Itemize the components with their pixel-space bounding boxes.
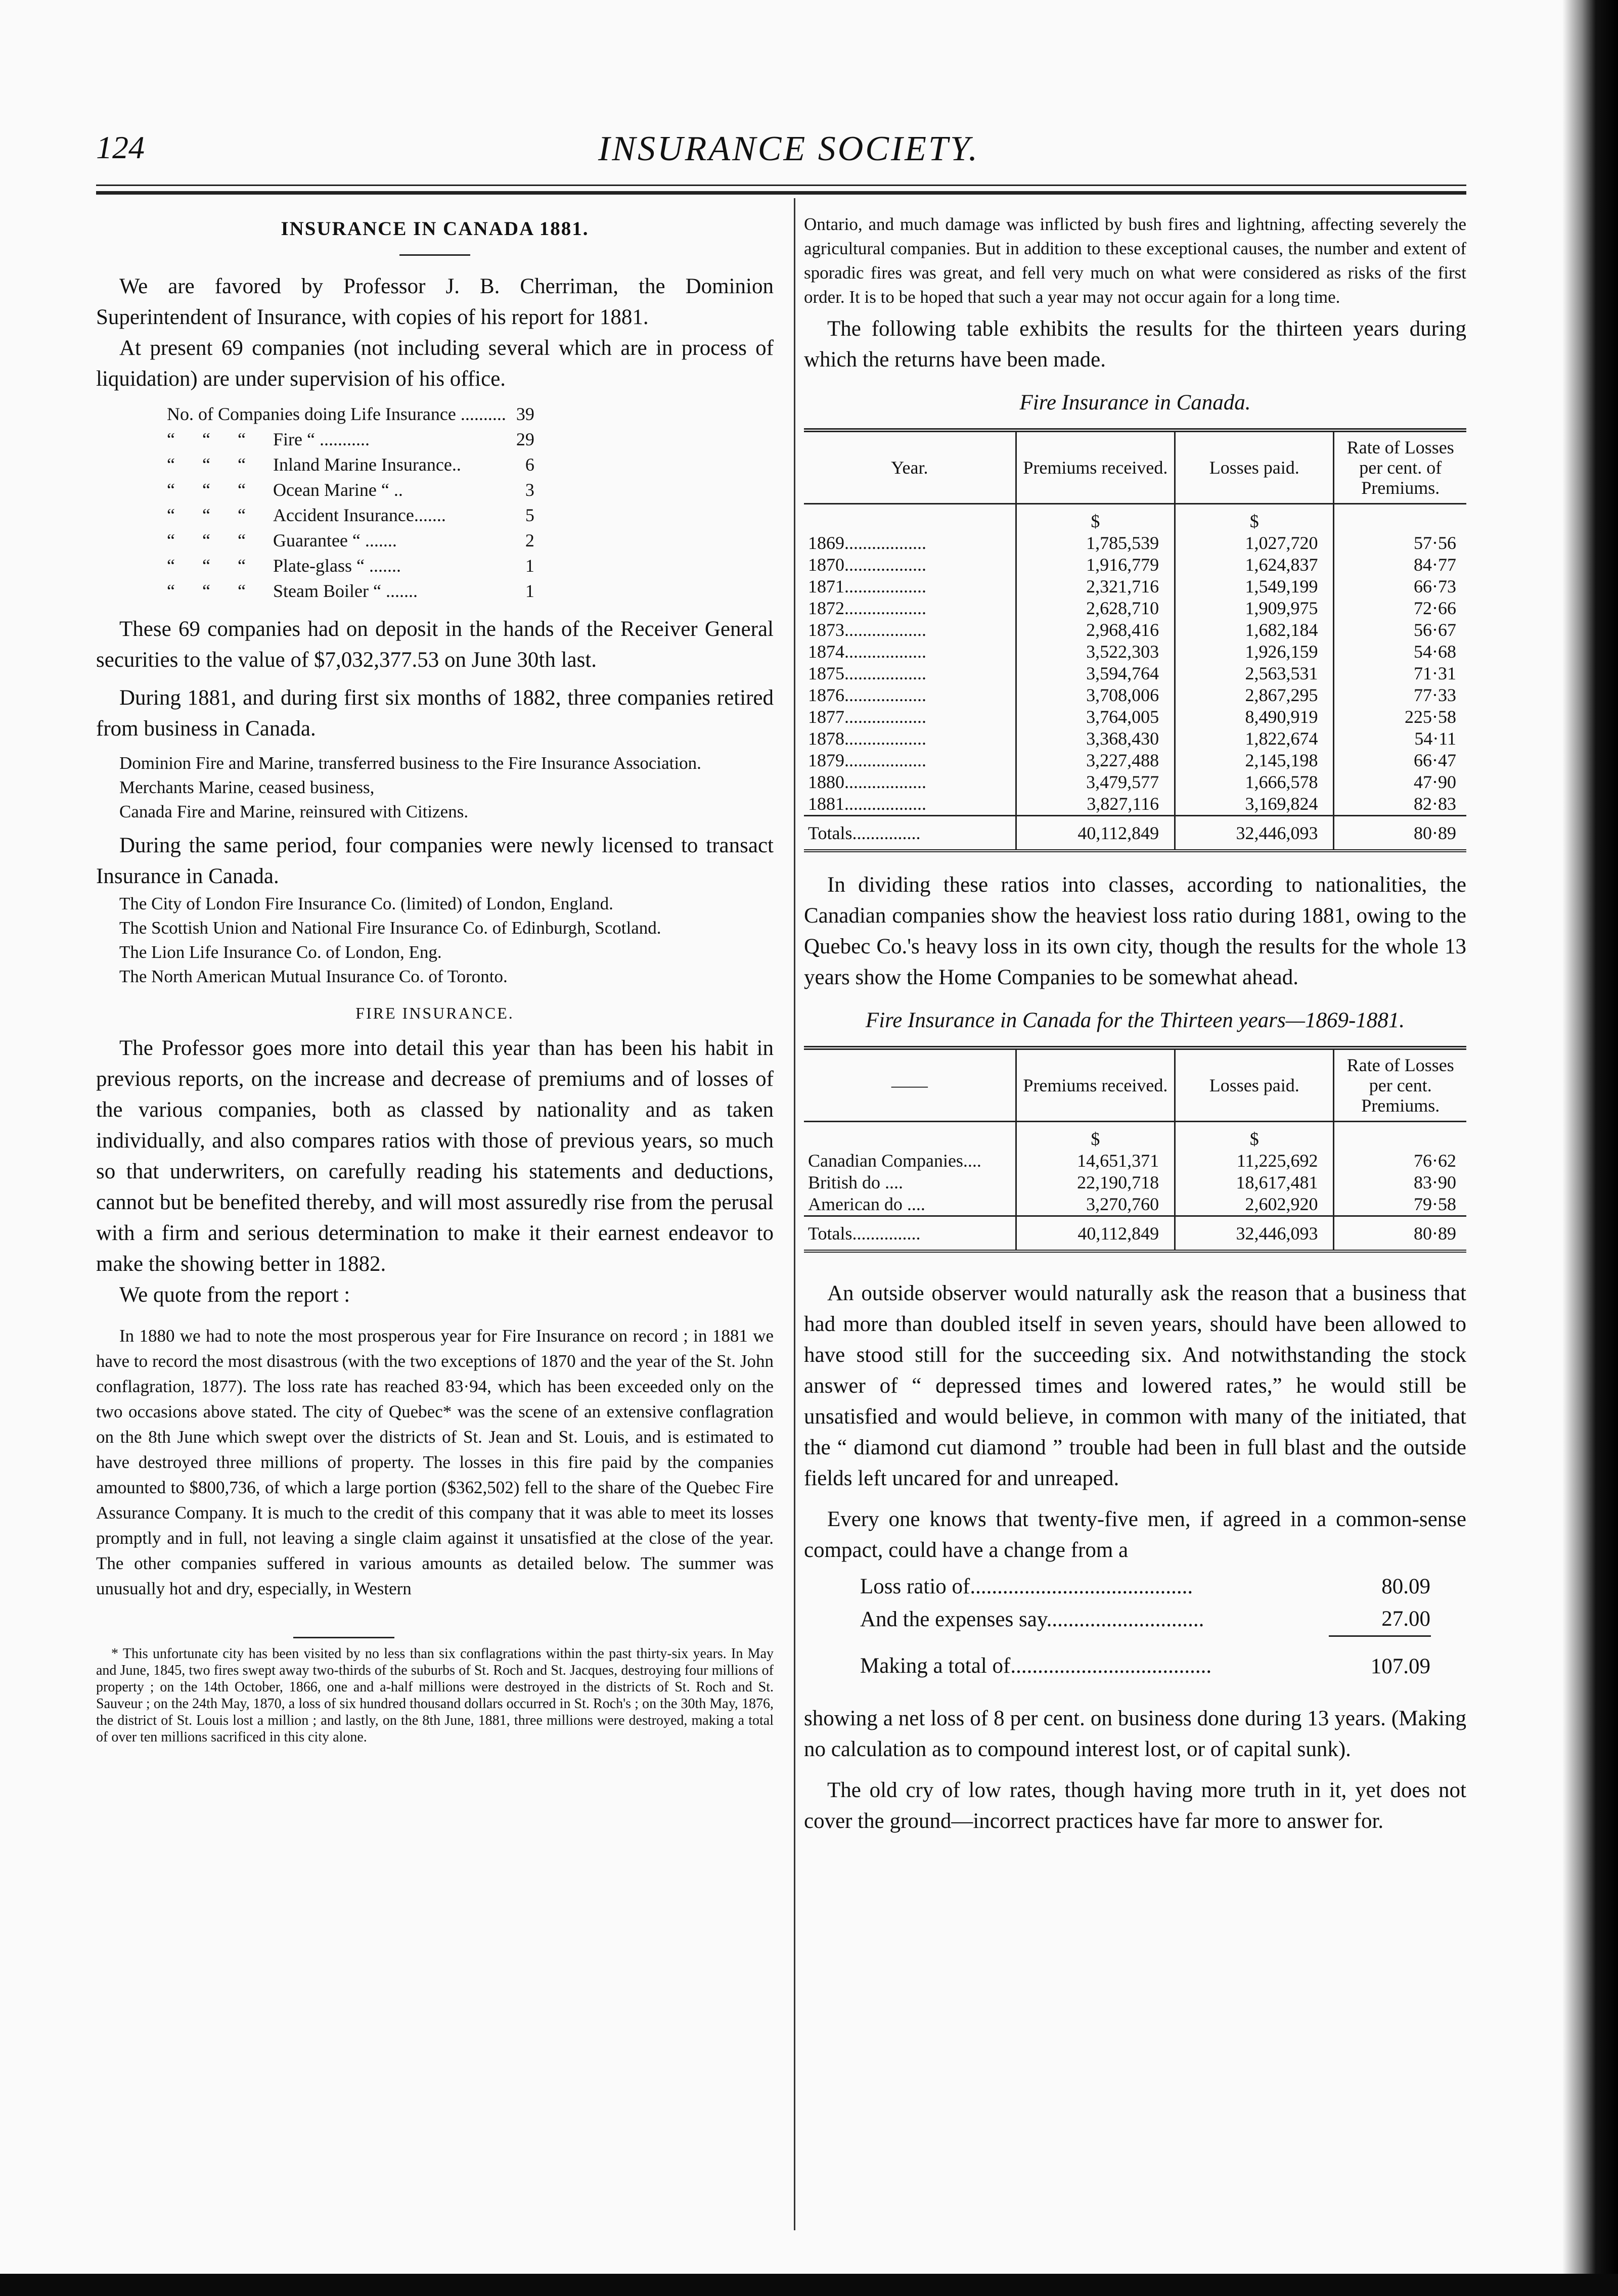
footnote: * This unfortunate city has been visited by no less than six conflagrations within the past thirty-six years. In May and June, 1845, two fires swept away two-thirds of the suburbs of St. Roch and St. Jacques, destroying four millions of property ; on the 14th October, 1866, one and a-half millions were destroyed in the districts of St. Roch and St. Sauveur ; on the 24th May, 1870, a loss of six hundred thousand dollars occurred in St. Roch's ; on the 30th May, 1876, the district of St. Louis lost a million ; and lastly, on the 8th June, 1881, three millions were destroyed, making a total of over ten millions sacrificed in this city alone. [96, 1646, 774, 1745]
paragraph: In dividing these ratios into classes, according to nationalities, the Canadian companies show the heaviest loss ratio during 1881, owing to the Quebec Co.'s heavy loss in its own city, though the results for the whole 13 years show the Home Companies to be somewhat ahead. [804, 873, 1466, 989]
right-column [804, 212, 1466, 1836]
premiums-cell: 14,651,371 [1016, 1150, 1175, 1172]
rate-cell: 76·62 [1334, 1150, 1466, 1172]
premiums-cell: 1,916,779 [1016, 554, 1175, 576]
losses-cell: 3,169,824 [1175, 793, 1334, 816]
ditto-mark: “ [238, 581, 246, 601]
year-cell: 1870.................. [808, 555, 926, 575]
dollar-sign: $ [1175, 504, 1334, 533]
ditto-mark: “ [238, 505, 246, 525]
calc-label: Making a total of..................................... [860, 1654, 1212, 1678]
list-item [167, 528, 534, 553]
table-row [804, 1193, 1466, 1216]
year-cell: 1873.................. [808, 620, 926, 640]
table-row [804, 598, 1466, 619]
company-count: 1 [525, 581, 534, 601]
calc-total-row [860, 1636, 1431, 1683]
ditto-mark: “ [202, 480, 210, 500]
premiums-cell: 2,968,416 [1016, 619, 1175, 641]
column-header: Premiums received. [1016, 1048, 1175, 1122]
ditto-mark: “ [202, 556, 210, 576]
ditto-mark: “ [238, 556, 246, 576]
table-cell [1334, 504, 1466, 533]
company-label: Inland Marine Insurance.. [273, 454, 461, 475]
company-count: 2 [525, 530, 534, 550]
table-caption: Fire Insurance in Canada for the Thirteen years—1869-1881. [865, 1008, 1405, 1032]
report-quote: In 1880 we had to note the most prosperous year for Fire Insurance on record ; in 1881 we have to record the most disastrous (with the two exceptions of 1870 and the year of the St. John conflagration, 1877). The loss rate has reached 83·94, which has been exceeded only on the two occasions above stated. The city of Quebec* was the scene of an extensive conflagration on the 8th June which swept over the districts of St. Jean and St. Louis, and is estimated to have destroyed three millions of property. The losses in this fire paid by the companies amounted to $800,736, of which a large portion ($362,502) fell to the share of the Quebec Fire Assurance Company. It is much to the credit of this company that it was able to meet its losses promptly and in full, not leaving a single claim against it unsatisfied at the close of the year. The other companies suffered in various amounts as detailed below. The summer was unusually hot and dry, especially, in Western [96, 1326, 774, 1598]
ditto-mark: “ [167, 530, 175, 550]
table-row [804, 554, 1466, 576]
company-count: 29 [516, 429, 534, 449]
year-cell: 1872.................. [808, 598, 926, 618]
premiums-cell: 1,785,539 [1016, 532, 1175, 554]
rate-cell: 57·56 [1334, 532, 1466, 554]
calc-row [860, 1571, 1431, 1603]
rate-cell: 47·90 [1334, 771, 1466, 793]
list-item [167, 452, 534, 477]
calc-value: 107.09 [1329, 1636, 1431, 1683]
losses-cell: 1,666,578 [1175, 771, 1334, 793]
loss-calculation [860, 1571, 1431, 1683]
company-count: 1 [525, 556, 534, 576]
ditto-mark: “ [202, 505, 210, 525]
scan-edge-shadow [1562, 0, 1618, 2296]
table-row [804, 663, 1466, 684]
ditto-mark: “ [238, 454, 246, 475]
premiums-cell: 2,321,716 [1016, 576, 1175, 598]
table-row [804, 619, 1466, 641]
premiums-cell: 3,764,005 [1016, 706, 1175, 728]
table-row [804, 1150, 1466, 1172]
paragraph: We quote from the report : [119, 1283, 350, 1307]
paragraph: The old cry of low rates, though having more truth in it, yet does not cover the ground—incorrect practices have far more to answer for. [804, 1778, 1466, 1833]
rate-cell: 82·83 [1334, 793, 1466, 816]
company-label: Steam Boiler “ ....... [273, 581, 418, 601]
table-row [804, 771, 1466, 793]
table-row [804, 504, 1466, 533]
losses-cell: 1,549,199 [1175, 576, 1334, 598]
table-header-row [804, 430, 1466, 504]
ditto-mark: “ [238, 530, 246, 550]
losses-cell: 1,822,674 [1175, 728, 1334, 750]
table-caption: Fire Insurance in Canada. [1019, 391, 1251, 415]
company-count: 3 [525, 480, 534, 500]
totals-row [804, 1216, 1466, 1252]
dollar-sign: $ [1016, 504, 1175, 533]
list-item: The North American Mutual Insurance Co. of Toronto. [119, 967, 508, 986]
rate-total: 80·89 [1334, 1216, 1466, 1252]
losses-cell: 18,617,481 [1175, 1172, 1334, 1193]
list-item [167, 502, 534, 528]
premiums-cell: 3,227,488 [1016, 750, 1175, 771]
premiums-cell: 3,368,430 [1016, 728, 1175, 750]
ditto-mark: “ [167, 556, 175, 576]
rate-cell: 72·66 [1334, 598, 1466, 619]
year-cell: 1874.................. [808, 641, 926, 662]
list-item [167, 427, 534, 452]
totals-row [804, 816, 1466, 851]
premiums-cell: 22,190,718 [1016, 1172, 1175, 1193]
rate-cell: 54·11 [1334, 728, 1466, 750]
premiums-total: 40,112,849 [1016, 1216, 1175, 1252]
page-number: 124 [96, 129, 145, 165]
list-item: The City of London Fire Insurance Co. (limited) of London, England. [119, 894, 613, 913]
rate-total: 80·89 [1334, 816, 1466, 851]
totals-label: Totals............... [804, 816, 1016, 851]
table-row [804, 532, 1466, 554]
calc-row [860, 1603, 1431, 1636]
report-quote-continued: Ontario, and much damage was inflicted by bush fires and lightning, affecting severely the agricultural companies. But in addition to these exceptional causes, the number and extent of sporadic fires was great, and fell very much on what were considered as risks of the first order. It is to be hoped that such a year may not occur again for a long time. [804, 214, 1466, 307]
header-rule [96, 185, 1466, 186]
premiums-cell: 3,827,116 [1016, 793, 1175, 816]
company-count: 6 [525, 454, 534, 475]
losses-cell: 1,027,720 [1175, 532, 1334, 554]
companies-list [167, 401, 534, 604]
table-row [804, 1172, 1466, 1193]
company-label: Accident Insurance....... [273, 505, 446, 525]
premiums-cell: 3,708,006 [1016, 684, 1175, 706]
company-label: Plate-glass “ ....... [273, 556, 401, 576]
column-divider [794, 198, 795, 2230]
losses-cell: 2,145,198 [1175, 750, 1334, 771]
paragraph: The Professor goes more into detail this year than has been his habit in previous reports, on the increase and decrease of premiums and of losses of the various companies, both as classed by nationality and as taken individually, and also compares ratios with those of previous years, so much so that underwriters, on carefully reading his statements and deductions, cannot but be benefited thereby, and will most assuredly rise from the perusal with a firm and serious determination to make it their earnest endeavor to make the showing better in 1882. [96, 1036, 774, 1276]
rate-cell: 56·67 [1334, 619, 1466, 641]
retired-list [96, 751, 774, 824]
year-cell: 1881.................. [808, 794, 926, 814]
year-cell: 1871.................. [808, 576, 926, 596]
paragraph: During the same period, four companies were newly licensed to transact Insurance in Canada. [96, 834, 774, 888]
licensed-list [96, 892, 774, 989]
company-count: 39 [516, 404, 534, 424]
list-item: Dominion Fire and Marine, transferred business to the Fire Insurance Association. [119, 753, 701, 773]
nationality-cell: American do .... [808, 1194, 925, 1214]
list-item [167, 553, 534, 578]
ditto-mark: “ [167, 429, 175, 449]
company-count: 5 [525, 505, 534, 525]
losses-total: 32,446,093 [1175, 1216, 1334, 1252]
losses-cell: 2,602,920 [1175, 1193, 1334, 1216]
paragraph: These 69 companies had on deposit in the hands of the Receiver General securities to the value of $7,032,377.53 on June 30th last. [96, 617, 774, 672]
nationality-cell: British do .... [808, 1172, 904, 1192]
column-header: Losses paid. [1175, 430, 1334, 504]
year-cell: 1878.................. [808, 728, 926, 749]
nationality-table [804, 1046, 1466, 1253]
year-cell: 1880.................. [808, 772, 926, 792]
column-header: Rate of Losses per cent. of Premiums. [1334, 430, 1466, 504]
list-item: The Lion Life Insurance Co. of London, Eng. [119, 942, 442, 962]
premiums-cell: 3,594,764 [1016, 663, 1175, 684]
list-item: Canada Fire and Marine, reinsured with Citizens. [119, 802, 469, 821]
column-header: —— [804, 1048, 1016, 1122]
paragraph: An outside observer would naturally ask the reason that a business that had more than doubled itself in seven years, should have been allowed to have stood still for the succeeding six. And notwithstanding the stock answer of “ depressed times and lowered rates,” he would still be unsatisfied and would believe, in common with many of the initiated, that the “ diamond cut diamond ” trouble had been in full blast and the outside fields left uncared for and unreaped. [804, 1281, 1466, 1490]
table-cell [804, 504, 1016, 533]
losses-total: 32,446,093 [1175, 816, 1334, 851]
ditto-mark: “ [202, 581, 210, 601]
page-header [96, 129, 1481, 185]
rate-cell: 83·90 [1334, 1172, 1466, 1193]
totals-label: Totals............... [804, 1216, 1016, 1252]
column-header: Premiums received. [1016, 430, 1175, 504]
calc-value: 27.00 [1381, 1607, 1430, 1631]
list-item: The Scottish Union and National Fire Insurance Co. of Edinburgh, Scotland. [119, 918, 661, 938]
year-cell: 1877.................. [808, 707, 926, 727]
column-header: Rate of Losses per cent. Premiums. [1334, 1048, 1466, 1122]
nationality-cell: Canadian Companies.... [808, 1151, 981, 1171]
ditto-mark: “ [167, 454, 175, 475]
column-header: Year. [804, 430, 1016, 504]
list-item [167, 401, 534, 427]
header-rule-thick [96, 191, 1466, 195]
article-heading: INSURANCE IN CANADA 1881. [281, 218, 589, 240]
list-item: Merchants Marine, ceased business, [119, 777, 375, 797]
calc-label: Loss ratio of......................................... [860, 1575, 1193, 1598]
table-header-row [804, 1048, 1466, 1122]
losses-cell: 8,490,919 [1175, 706, 1334, 728]
paragraph: During 1881, and during first six months of 1882, three companies retired from business in Canada. [96, 686, 774, 741]
table-row [804, 1122, 1466, 1151]
table-row [804, 750, 1466, 771]
company-label: Ocean Marine “ .. [273, 480, 403, 500]
list-item [167, 578, 534, 604]
footnote-rule [293, 1637, 394, 1638]
year-cell: 1869.................. [808, 533, 926, 553]
table-row [804, 793, 1466, 816]
company-label: Fire “ ........... [273, 429, 370, 449]
losses-cell: 1,682,184 [1175, 619, 1334, 641]
running-title: INSURANCE SOCIETY. [598, 129, 979, 168]
losses-cell: 1,926,159 [1175, 641, 1334, 663]
ditto-mark: “ [202, 530, 210, 550]
ditto-mark: “ [202, 454, 210, 475]
list-item [167, 477, 534, 502]
table-row [804, 706, 1466, 728]
paragraph: The following table exhibits the results for the thirteen years during which the returns have been made. [804, 317, 1466, 372]
year-cell: 1879.................. [808, 750, 926, 770]
heading-rule [399, 254, 470, 256]
left-column [96, 212, 774, 1746]
rate-cell: 225·58 [1334, 706, 1466, 728]
table-row [804, 576, 1466, 598]
year-cell: 1875.................. [808, 663, 926, 683]
paragraph: Every one knows that twenty-five men, if agreed in a common-sense compact, could have a change from a [804, 1507, 1466, 1562]
premiums-cell: 3,479,577 [1016, 771, 1175, 793]
losses-cell: 1,909,975 [1175, 598, 1334, 619]
losses-cell: 2,867,295 [1175, 684, 1334, 706]
premiums-cell: 3,522,303 [1016, 641, 1175, 663]
losses-cell: 11,225,692 [1175, 1150, 1334, 1172]
column-header: Losses paid. [1175, 1048, 1334, 1122]
rate-cell: 77·33 [1334, 684, 1466, 706]
calc-value: 80.09 [1381, 1575, 1430, 1598]
premiums-cell: 2,628,710 [1016, 598, 1175, 619]
table-row [804, 684, 1466, 706]
rate-cell: 66·47 [1334, 750, 1466, 771]
ditto-mark: “ [238, 429, 246, 449]
premiums-total: 40,112,849 [1016, 816, 1175, 851]
dollar-sign: $ [1175, 1122, 1334, 1151]
rate-cell: 54·68 [1334, 641, 1466, 663]
table-cell [1334, 1122, 1466, 1151]
rate-cell: 66·73 [1334, 576, 1466, 598]
ditto-mark: “ [238, 480, 246, 500]
premiums-cell: 3,270,760 [1016, 1193, 1175, 1216]
table-row [804, 641, 1466, 663]
rate-cell: 79·58 [1334, 1193, 1466, 1216]
losses-cell: 2,563,531 [1175, 663, 1334, 684]
section-heading: FIRE INSURANCE. [355, 1004, 514, 1022]
ditto-mark: “ [202, 429, 210, 449]
fire-insurance-table [804, 428, 1466, 852]
ditto-mark: “ [167, 505, 175, 525]
dollar-sign: $ [1016, 1122, 1175, 1151]
paragraph: We are favored by Professor J. B. Cherriman, the Dominion Superintendent of Insurance, with copies of his report for 1881. [96, 274, 774, 329]
calc-label: And the expenses say............................. [860, 1607, 1204, 1631]
ditto-mark: “ [167, 581, 175, 601]
losses-cell: 1,624,837 [1175, 554, 1334, 576]
rate-cell: 71·31 [1334, 663, 1466, 684]
paragraph: At present 69 companies (not including several which are in process of liquidation) are under supervision of his office. [96, 336, 774, 391]
company-label: Guarantee “ ....... [273, 530, 397, 550]
table-row [804, 728, 1466, 750]
ditto-mark: “ [167, 480, 175, 500]
company-label: No. of Companies doing Life Insurance .......... [167, 404, 506, 424]
table-cell [804, 1122, 1016, 1151]
rate-cell: 84·77 [1334, 554, 1466, 576]
paragraph: showing a net loss of 8 per cent. on business done during 13 years. (Making no calculation as to compound interest lost, or of capital sunk). [804, 1707, 1466, 1761]
scan-bottom-edge [0, 2274, 1618, 2296]
year-cell: 1876.................. [808, 685, 926, 705]
